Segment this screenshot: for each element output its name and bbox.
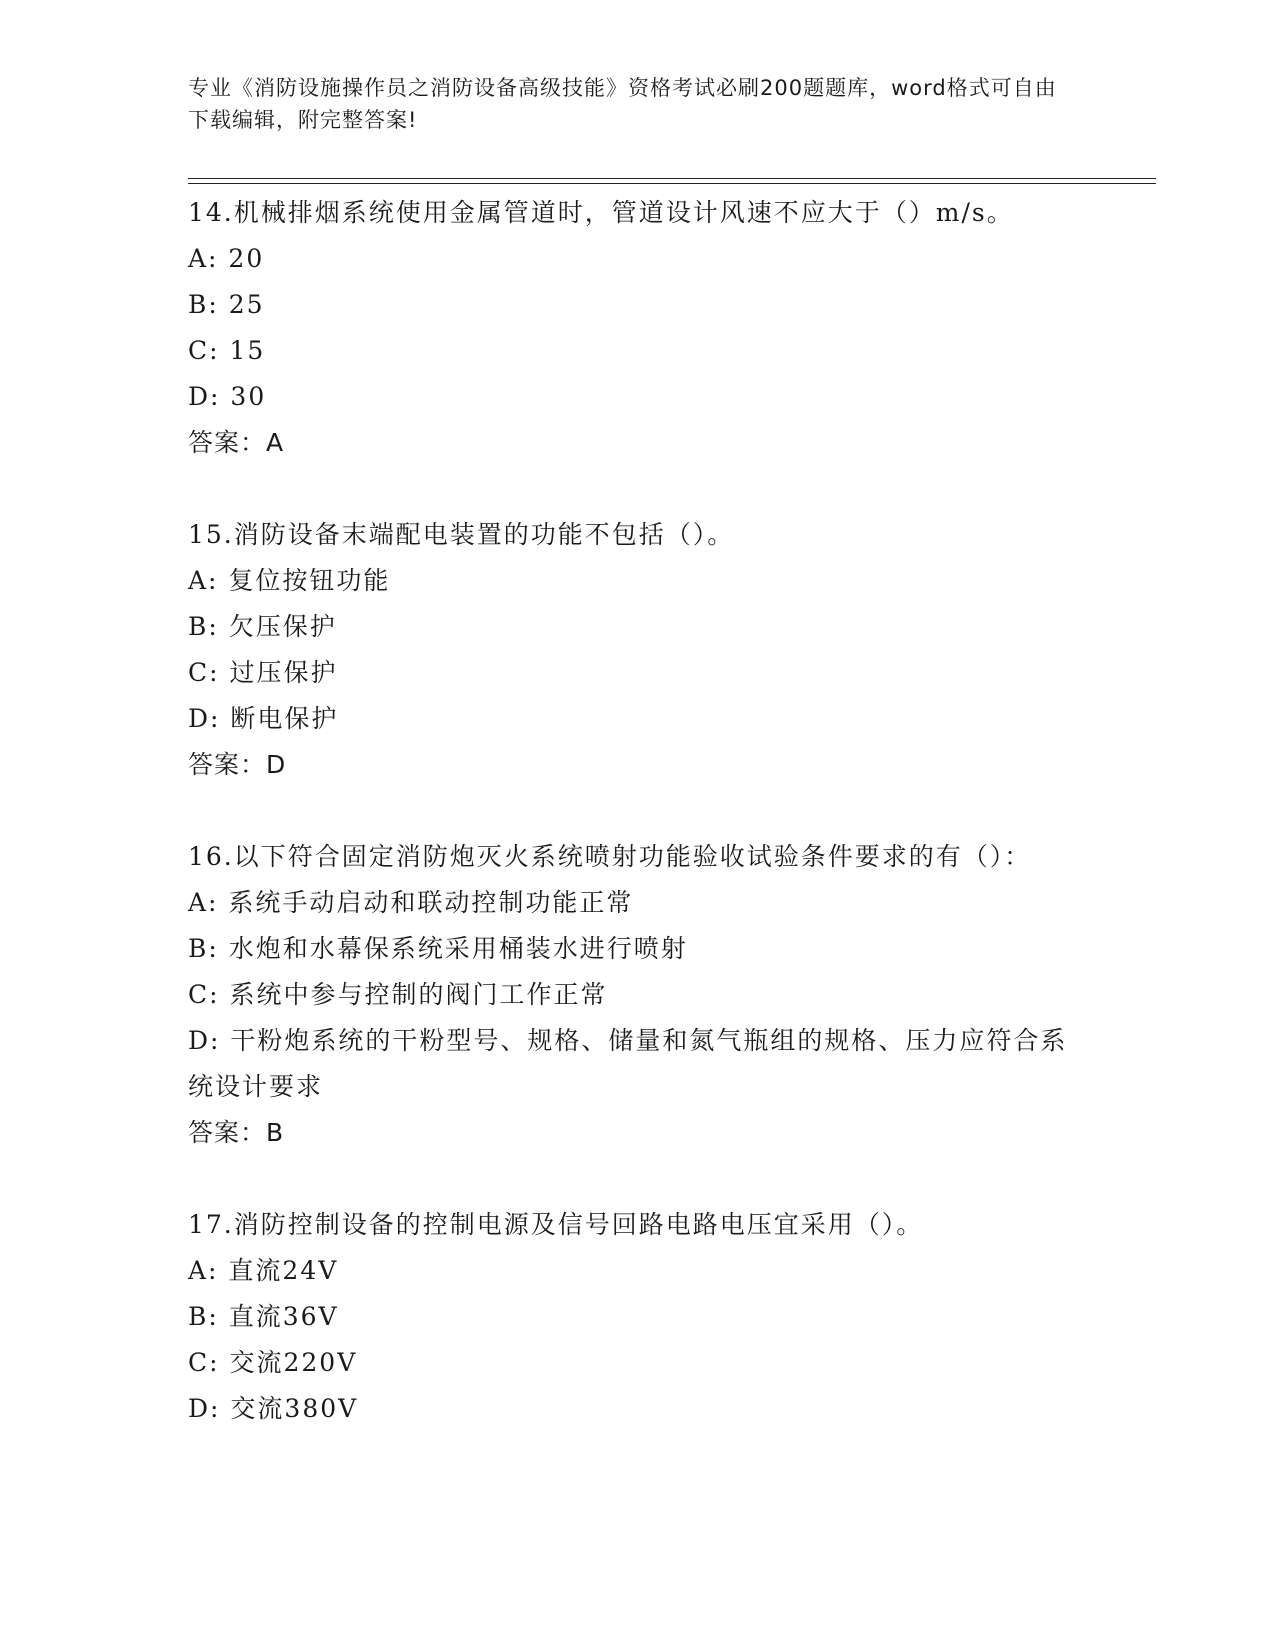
question-list [188, 190, 1088, 1478]
option-d: D: 干粉炮系统的干粉型号、规格、储量和氮气瓶组的规格、压力应符合系统设计要求 [188, 1026, 1068, 1101]
option-a: A: 直流24V [188, 1256, 339, 1285]
option-c: C: 过压保护 [188, 658, 338, 687]
question-17 [188, 1202, 1088, 1432]
option-c: C: 交流220V [188, 1348, 358, 1377]
question-stem: 16.以下符合固定消防炮灭火系统喷射功能验收试验条件要求的有（）： [188, 842, 1032, 871]
option-b: B: 直流36V [188, 1302, 339, 1331]
option-a: A: 复位按钮功能 [188, 566, 391, 595]
option-a: A: 20 [188, 244, 265, 273]
question-stem: 14.机械排烟系统使用金属管道时，管道设计风速不应大于（）m/s。 [188, 198, 1014, 227]
question-stem: 17.消防控制设备的控制电源及信号回路电路电压宜采用（）。 [188, 1210, 924, 1239]
option-b: B: 25 [188, 290, 265, 319]
question-15 [188, 512, 1088, 788]
option-c: C: 系统中参与控制的阀门工作正常 [188, 980, 608, 1009]
option-d: D: 断电保护 [188, 704, 339, 733]
option-c: C: 15 [188, 336, 266, 365]
answer-line: 答案：D [188, 750, 287, 779]
document-header: 专业《消防设施操作员之消防设备高级技能》资格考试必刷200题题库，word格式可自由下载编辑，附完整答案! [188, 76, 1057, 132]
option-d: D: 交流380V [188, 1394, 359, 1423]
option-b: B: 欠压保护 [188, 612, 337, 641]
option-d: D: 30 [188, 382, 267, 411]
header-divider-bottom [188, 183, 1156, 184]
question-14 [188, 190, 1088, 466]
answer-line: 答案：B [188, 1118, 285, 1147]
answer-line: 答案：A [188, 428, 285, 457]
question-stem: 15.消防设备末端配电装置的功能不包括（）。 [188, 520, 735, 549]
option-a: A: 系统手动启动和联动控制功能正常 [188, 888, 634, 917]
question-16 [188, 834, 1088, 1156]
option-b: B: 水炮和水幕保系统采用桶装水进行喷射 [188, 934, 688, 963]
header-divider-top [188, 178, 1156, 179]
